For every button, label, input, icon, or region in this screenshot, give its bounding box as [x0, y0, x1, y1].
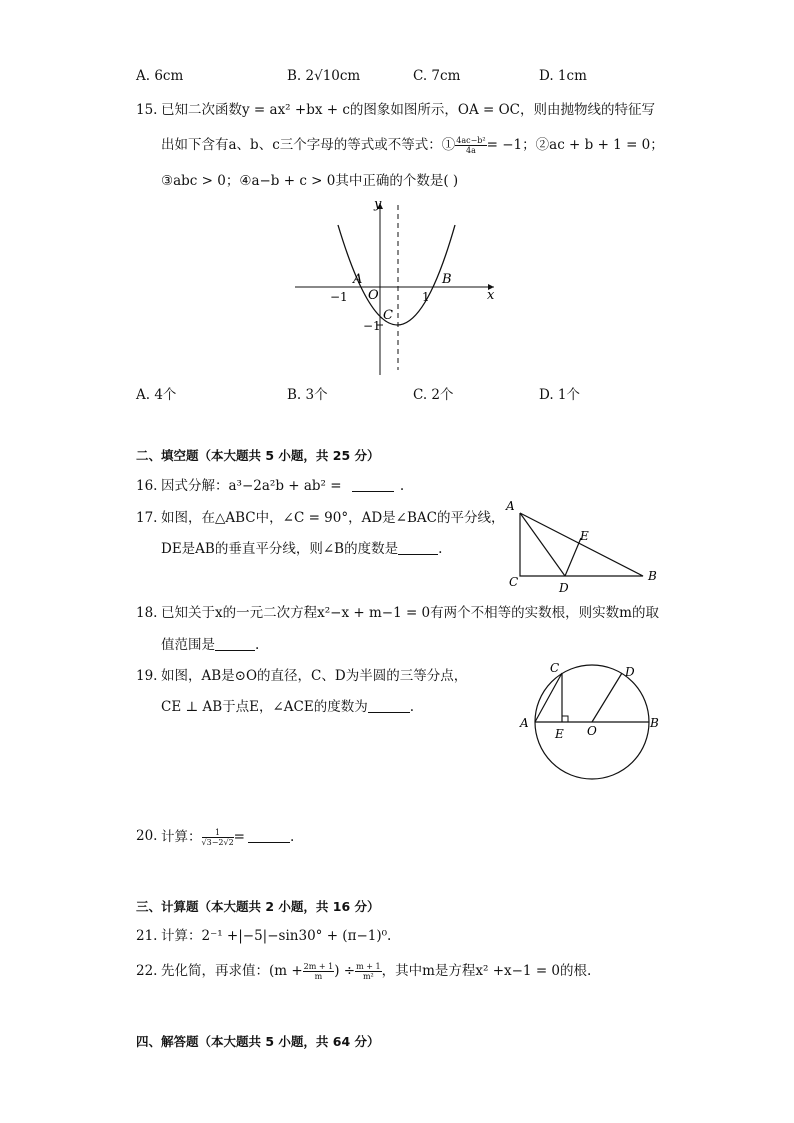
q17-line1: 如图，在△ABC中，∠C = 90°，AD是∠BAC的平分线， — [161, 510, 505, 526]
q20-eq: = — [233, 829, 245, 845]
segment-de — [565, 538, 581, 576]
graph-label-c: C — [383, 308, 393, 323]
q22-f2-den: m² — [362, 972, 374, 981]
q20-text — [161, 822, 294, 852]
q22-text — [161, 956, 591, 986]
q16-number: 16. — [136, 478, 158, 494]
q19-line1: 如图，AB是⊙O的直径，C、D为半圆的三等分点， — [161, 668, 468, 684]
graph-label-o: O — [368, 288, 379, 303]
q20-prefix: 计算： — [161, 829, 202, 845]
graph-label-1-x: 1 — [422, 290, 430, 304]
q18-end: . — [255, 637, 260, 653]
q14-option-d: D. 1cm — [539, 68, 587, 84]
triangle-abc — [520, 513, 643, 576]
q22-fraction-1 — [303, 962, 335, 981]
q15-option-a: A. 4个 — [136, 387, 177, 403]
q17-triangle-figure — [498, 498, 673, 596]
graph-label-y: y — [374, 197, 382, 212]
q19-line2 — [161, 698, 414, 716]
q18-line2 — [161, 636, 259, 654]
q19-end: . — [409, 699, 415, 715]
q17-label-d: D — [559, 581, 569, 595]
graph-label-x: x — [487, 288, 495, 303]
q17-label-b: B — [648, 569, 657, 583]
q22-f1-den: m — [314, 972, 323, 981]
q14-option-b: B. 2√10cm — [287, 68, 361, 84]
graph-label-neg1-x: −1 — [330, 290, 348, 304]
q18-answer-blank[interactable] — [215, 636, 255, 651]
segment-ad — [520, 513, 565, 576]
q22-prefix: 先化简，再求值：(m + — [161, 963, 303, 979]
q19-number: 19. — [136, 668, 158, 684]
q16-body: 因式分解：a³−2a²b + ab² = — [161, 478, 346, 494]
q21-number: 21. — [136, 928, 158, 944]
q14-option-a: A. 6cm — [136, 68, 184, 84]
q16-text — [161, 477, 404, 495]
q19-label-e: E — [555, 727, 564, 741]
q17-label-c: C — [509, 575, 519, 589]
q20-number: 20. — [136, 828, 158, 844]
q20-frac-den: √3−2√2 — [201, 838, 234, 847]
radius-od — [592, 673, 622, 722]
q15-line3: ③abc > 0；④a−b + c > 0其中正确的个数是( ) — [161, 173, 459, 189]
section-4-heading: 四、解答题（本大题共 5 小题，共 64 分） — [136, 1034, 380, 1049]
section-3-heading: 三、计算题（本大题共 2 小题，共 16 分） — [136, 899, 380, 914]
q17-label-e: E — [580, 529, 589, 543]
q22-fraction-2 — [355, 962, 381, 981]
q19-label-d: D — [625, 665, 635, 679]
q22-f1-num: 2m + 1 — [303, 962, 334, 971]
q15-number: 15. — [136, 102, 158, 118]
q20-answer-blank[interactable] — [248, 828, 290, 843]
section-2-heading: 二、填空题（本大题共 5 小题，共 25 分） — [136, 448, 380, 463]
q15-parabola-graph — [290, 195, 505, 380]
q15-option-c: C. 2个 — [413, 387, 454, 403]
right-angle-mark — [562, 716, 568, 722]
q22-f2-num: m + 1 — [356, 962, 381, 971]
q22-mid: ) ÷ — [334, 963, 356, 979]
q17-answer-blank[interactable] — [398, 540, 438, 555]
q19-label-o: O — [587, 724, 597, 738]
q15-line2-a: 出如下含有a、b、c三个字母的等式或不等式：① — [161, 137, 456, 153]
q20-fraction — [202, 828, 234, 847]
q15-line2 — [161, 136, 664, 155]
q20-end: . — [289, 829, 295, 845]
q15-frac-den: 4a — [466, 146, 476, 155]
q19-body: CE ⊥ AB于点E，∠ACE的度数为 — [161, 699, 368, 715]
q19-answer-blank[interactable] — [368, 698, 410, 713]
q19-circle-figure — [512, 655, 667, 783]
q20-frac-num: 1 — [202, 828, 234, 838]
chord-ac — [535, 673, 562, 722]
q15-line1: 已知二次函数y = ax² +bx + c的图象如图所示，OA = OC，则由抛物线的特征写 — [161, 102, 656, 118]
graph-label-a: A — [353, 272, 363, 287]
q19-label-c: C — [550, 661, 560, 675]
q17-body: DE是AB的垂直平分线，则∠B的度数是 — [161, 541, 399, 557]
q18-number: 18. — [136, 605, 158, 621]
q22-number: 22. — [136, 963, 158, 979]
q16-answer-blank[interactable] — [352, 477, 394, 492]
q21-text: 计算：2⁻¹ +|−5|−sin30° + (π−1)⁰. — [161, 928, 392, 944]
q18-body: 值范围是 — [161, 637, 215, 653]
q15-option-b: B. 3个 — [287, 387, 328, 403]
q14-option-c: C. 7cm — [413, 68, 461, 84]
q19-label-b: B — [650, 716, 659, 730]
q15-fraction — [455, 136, 486, 155]
graph-label-b: B — [442, 272, 452, 287]
graph-label-neg1-y: −1 — [363, 319, 381, 333]
q17-label-a: A — [506, 499, 515, 513]
q15-frac-num: 4ac−b² — [456, 136, 486, 145]
q15-option-d: D. 1个 — [539, 387, 581, 403]
q17-end: . — [438, 541, 443, 557]
q16-end: . — [399, 478, 405, 494]
q17-number: 17. — [136, 510, 158, 526]
q22-suffix: ，其中m是方程x² +x−1 = 0的根. — [381, 963, 592, 979]
q17-line2 — [161, 540, 442, 558]
q19-label-a: A — [520, 716, 529, 730]
q18-line1: 已知关于x的一元二次方程x²−x + m−1 = 0有两个不相等的实数根，则实数m的取 — [161, 605, 659, 621]
q15-line2-b: = −1；②ac + b + 1 = 0； — [486, 137, 664, 153]
